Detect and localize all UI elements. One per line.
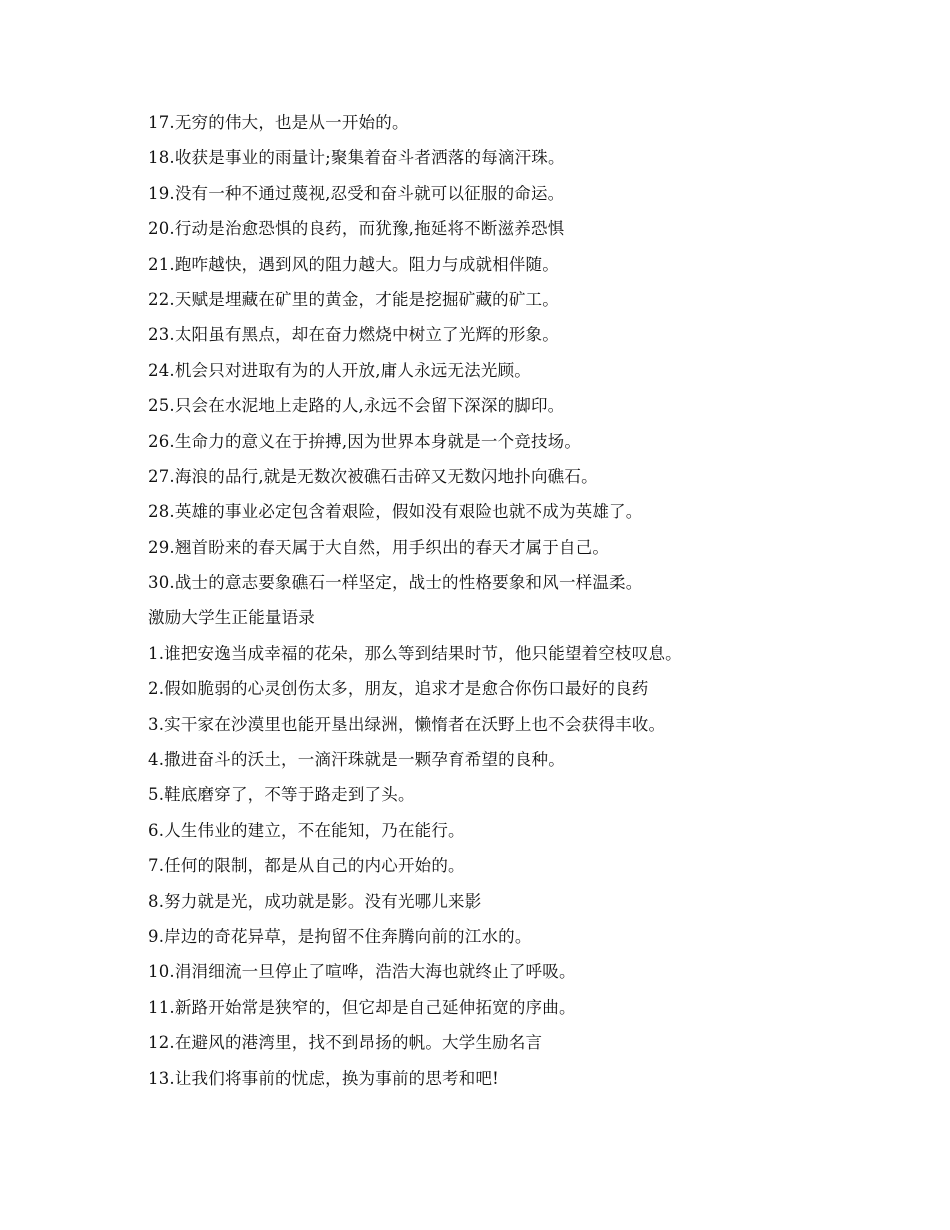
- quote-line-23: 23.太阳虽有黑点，却在奋力燃烧中树立了光辉的形象。: [148, 325, 559, 345]
- quote-line-9: 9.岸边的奇花异草，是拘留不住奔腾向前的江水的。: [148, 926, 532, 946]
- quote-line-4: 4.撒进奋斗的沃土，一滴汗珠就是一颗孕育希望的良种。: [148, 750, 565, 770]
- quote-line-21: 21.跑咋越快，遇到风的阻力越大。阻力与成就相伴随。: [148, 254, 559, 274]
- quote-line-27: 27.海浪的品行,就是无数次被礁石击碎又无数闪地扑向礁石。: [148, 466, 598, 486]
- document-body: [148, 111, 908, 1102]
- section-heading: 激励大学生正能量语录: [148, 608, 315, 628]
- quote-line-1: 1.谁把安逸当成幸福的花朵，那么等到结果时节，他只能望着空枝叹息。: [148, 643, 682, 663]
- quote-line-24: 24.机会只对进取有为的人开放,庸人永远无法光顾。: [148, 360, 531, 380]
- quote-line-22: 22.天赋是埋藏在矿里的黄金，才能是挖掘矿藏的矿工。: [148, 289, 559, 309]
- quote-line-25: 25.只会在水泥地上走路的人,永远不会留下深深的脚印。: [148, 396, 565, 416]
- quote-line-29: 29.翘首盼来的春天属于大自然，用手织出的春天才属于自己。: [148, 537, 610, 557]
- quote-line-11: 11.新路开始常是狭窄的，但它却是自己延伸拓宽的序曲。: [148, 997, 576, 1017]
- quote-line-8: 8.努力就是光，成功就是影。没有光哪儿来影: [148, 891, 482, 911]
- quote-line-2: 2.假如脆弱的心灵创伤太多，朋友，追求才是愈合你伤口最好的良药: [148, 679, 649, 699]
- quote-line-20: 20.行动是治愈恐惧的良药，而犹豫,拖延将不断滋养恐惧: [148, 219, 565, 239]
- quote-line-28: 28.英雄的事业必定包含着艰险，假如没有艰险也就不成为英雄了。: [148, 502, 643, 522]
- quote-line-13: 13.让我们将事前的忧虑，换为事前的思考和吧!: [148, 1068, 499, 1088]
- quote-line-17: 17.无穷的伟大，也是从一开始的。: [148, 113, 409, 132]
- quote-line-7: 7.任何的限制，都是从自己的内心开始的。: [148, 856, 465, 876]
- quote-line-3: 3.实干家在沙漠里也能开垦出绿洲，懒惰者在沃野上也不会获得丰收。: [148, 714, 666, 734]
- quote-line-5: 5.鞋底磨穿了，不等于路走到了头。: [148, 785, 415, 805]
- quote-line-19: 19.没有一种不通过蔑视,忍受和奋斗就可以征服的命运。: [148, 183, 565, 203]
- quote-line-30: 30.战士的意志要象礁石一样坚定，战士的性格要象和风一样温柔。: [148, 573, 643, 593]
- quote-line-10: 10.涓涓细流一旦停止了喧哗，浩浩大海也就终止了呼吸。: [148, 962, 576, 982]
- quote-line-26: 26.生命力的意义在于拚搏,因为世界本身就是一个竞技场。: [148, 431, 582, 451]
- quote-line-6: 6.人生伟业的建立，不在能知，乃在能行。: [148, 820, 465, 840]
- quote-line-12: 12.在避风的港湾里，找不到昂扬的帆。大学生励名言: [148, 1033, 543, 1053]
- quote-line-18: 18.收获是事业的雨量计;聚集着奋斗者洒落的每滴汗珠。: [148, 148, 565, 168]
